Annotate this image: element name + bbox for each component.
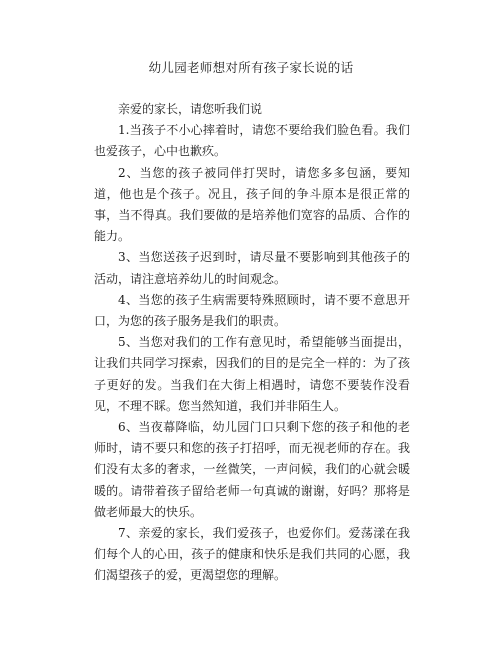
greeting: 亲爱的家长，请您听我们说: [118, 102, 263, 116]
paragraph-2: 2、当您的孩子被同伴打哭时，请您多多包涵，要知道，他也是个孩子。况且，孩子间的争斗原本是很正常的事，当不得真。我们要做的是培养他们宽容的品质、合作的能力。: [94, 165, 410, 244]
paragraph-6: 6、当夜幕降临，幼儿园门口只剩下您的孩子和他的老师时，请不要只和您的孩子打招呼，而无视老师的存在。我们没有太多的奢求，一丝微笑，一声问候，我们的心就会暖暖的。请带着孩子留给老师一句真诚的谢谢，好吗？那将是做老师最大的快乐。: [94, 420, 410, 519]
document-body: [94, 99, 410, 587]
paragraph-5: 5、当您对我们的工作有意见时，希望能够当面提出，让我们共同学习探索，因我们的目的是完全一样的：为了孩子更好的发。当我们在大街上相遇时，请您不要装作没看见，不理不睬。您当然知道，我们并非陌生人。: [94, 335, 410, 413]
paragraph-4: 4、当您的孩子生病需要特殊照顾时，请不要不意思开口，为您的孩子服务是我们的职责。: [94, 292, 410, 329]
paragraph-3: 3、当您送孩子迟到时，请尽量不要影响到其他孩子的活动，请注意培养幼儿的时间观念。: [94, 250, 410, 286]
paragraph-1: 1.当孩子不小心摔着时，请您不要给我们脸色看。我们也爱孩子，心中也歉疚。: [94, 123, 410, 159]
document-title: 幼儿园老师想对所有孩子家长说的话: [148, 60, 354, 75]
paragraph-7: 7、亲爱的家长，我们爱孩子，也爱你们。爱荡漾在我们每个人的心田，孩子的健康和快乐是我们共同的心愿，我们渴望孩子的爱，更渴望您的理解。: [94, 526, 410, 583]
